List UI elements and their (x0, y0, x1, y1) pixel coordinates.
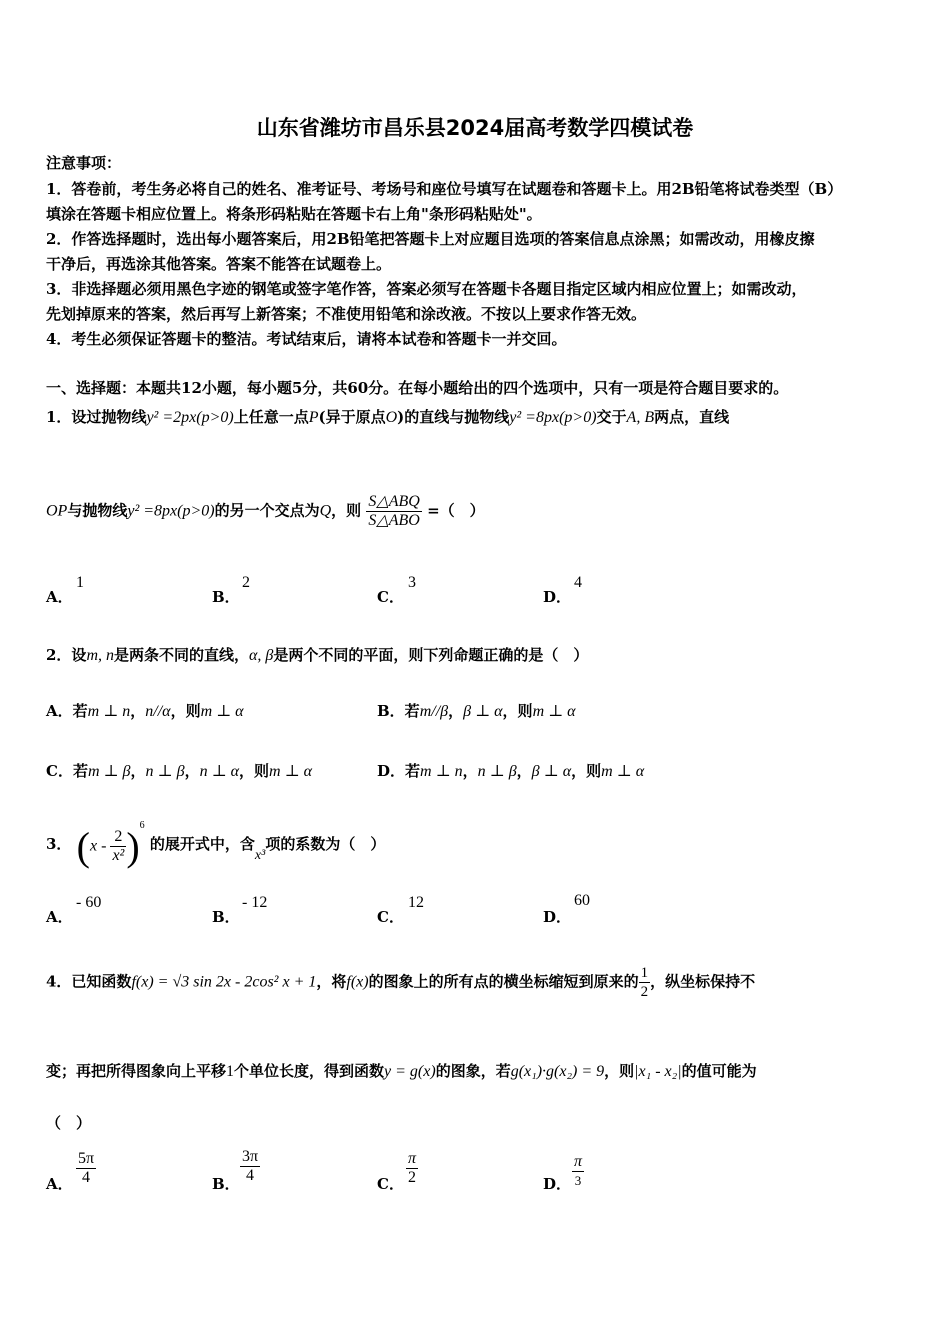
q1-option-c-value: 3 (408, 574, 416, 591)
q4-text: ，将 (316, 972, 347, 991)
notice-line: 1．答卷前，考生务必将自己的姓名、准考证号、考场号和座位号填写在试题卷和答题卡上。用2B铅笔将试卷类型（B） (46, 180, 843, 198)
q2-math: n//α (145, 703, 171, 720)
q3-exponent: 6 (139, 820, 145, 831)
q2-math: n ⊥ β (145, 763, 185, 780)
question-1-line-2 (46, 493, 485, 530)
q4-text: 的图象上的所有点的横坐标缩短到原来的 (368, 972, 639, 991)
q1-text: 与抛物线 (67, 501, 128, 520)
q4-text: 的值可能为 (681, 1062, 757, 1080)
q3-math: x - (90, 837, 107, 855)
q2-math: β ⊥ α (463, 703, 503, 720)
q1-text: 的另一个交点为 (214, 501, 320, 520)
q1-text: 交于 (596, 408, 627, 426)
q1-option-c-label: C． (377, 588, 404, 606)
q1-text: =（ ） (427, 501, 485, 520)
q4-option-a-label: A． (46, 1175, 73, 1193)
q3-frac-denominator: x² (112, 846, 125, 864)
q3-option-d-value: 60 (574, 892, 590, 909)
q3-option-d-label: D． (543, 908, 572, 926)
q4-math: f(x) = √3 sin 2x - 2cos² x + 1 (131, 973, 317, 991)
q1-text: 上任意一点 (233, 408, 309, 426)
q3-math: x³ (254, 847, 266, 863)
q3-expression: (x - $\frac{2}{\text{x²}}$ )$^6$ (76, 820, 145, 869)
q2-option-d-label: D．若 (377, 762, 421, 780)
q4-option-c-den: 2 (408, 1169, 416, 1186)
q2-text: ，则 (170, 702, 201, 720)
q4-option-d-num: π (574, 1153, 583, 1170)
q1-math: Q (319, 502, 332, 520)
q1-math: y² =8px(p>0) (509, 409, 597, 426)
q2-option-a-label: A．若 (46, 702, 88, 720)
q2-math: n ⊥ α (199, 763, 240, 780)
q4-option-c-fraction (406, 1150, 418, 1187)
q3-text: 的展开式中，含 (149, 834, 255, 853)
q3-option-c-label: C． (377, 908, 404, 926)
notice-line: 填涂在答题卡相应位置上。将条形码粘贴在答题卡右上角"条形码粘贴处"。 (46, 205, 542, 223)
q2-math: n ⊥ β (477, 763, 517, 780)
q3-option-b-label: B． (212, 908, 240, 926)
question-4-line-1 (46, 964, 755, 1001)
q4-math: f(x) (346, 973, 369, 991)
q4-math: g(x₁)·g(x₂) = 9 (510, 1063, 605, 1080)
q4-option-c-value (406, 1150, 418, 1187)
q4-text: ，则 (604, 1062, 635, 1080)
q1-math: P (308, 409, 319, 426)
q1-math: O (385, 409, 398, 426)
question-1-line-1 (46, 406, 729, 427)
q2-math: m ⊥ α (601, 763, 645, 780)
q2-option-a: A．若m ⊥ n，n//α，则m ⊥ α (46, 702, 244, 720)
q4-half-numerator: 1 (640, 965, 649, 981)
question-2-stem (46, 644, 588, 665)
q1-option-a-label: A． (46, 588, 73, 606)
q2-math: m ⊥ α (269, 763, 313, 780)
notice-heading: 注意事项： (46, 154, 122, 172)
q3-frac-numerator: 2 (110, 828, 126, 847)
notice-line: 先划掉原来的答案，然后再写上新答案；不准使用铅笔和涂改液。不按以上要求作答无效。 (46, 305, 647, 323)
q1-option-b-value: 2 (242, 574, 250, 591)
q4-option-b-den: 4 (246, 1167, 255, 1184)
q2-text: 是两条不同的直线， (114, 646, 250, 664)
q3-text: 3． (46, 834, 72, 853)
q4-text: 变；再把所得图象向上平移 (46, 1062, 227, 1080)
q2-text: ，则 (502, 702, 533, 720)
q2-option-c-label: C．若 (46, 762, 88, 780)
q3-option-b-value: - 12 (242, 894, 268, 911)
q2-option-b-label: B．若 (377, 702, 420, 720)
q1-option-a-value: 1 (76, 574, 84, 591)
q2-text: 2．设 (46, 646, 87, 664)
q4-option-d-den: 3 (574, 1173, 582, 1188)
q2-option-c: C．若m ⊥ β，n ⊥ β，n ⊥ α，则m ⊥ α (46, 762, 313, 780)
q1-text: 两点，直线 (654, 408, 730, 426)
section-heading: 一、选择题：本题共12小题，每小题5分，共60分。在每小题给出的四个选项中，只有一项是符合题目要求的。 (46, 379, 789, 397)
q4-option-a-num: 5π (78, 1150, 95, 1167)
q4-option-d-label: D． (543, 1175, 572, 1193)
notice-line: 4．考生必须保证答题卡的整洁。考试结束后，请将本试卷和答题卡一并交回。 (46, 330, 567, 348)
q4-option-a-den: 4 (82, 1169, 91, 1186)
q1-math: y² =8px(p>0) (127, 502, 215, 520)
q2-text: ，则 (571, 762, 602, 780)
q4-option-b-fraction (240, 1148, 260, 1185)
q4-half-fraction (639, 964, 651, 1001)
q1-text: (异于原点 (318, 408, 386, 426)
question-3-stem (46, 820, 385, 870)
q2-math: β ⊥ α (531, 763, 572, 780)
q4-math: 1 (226, 1063, 235, 1080)
q2-math: m ⊥ n (87, 703, 131, 720)
q4-half-denominator: 2 (640, 984, 649, 1000)
question-4-line-2 (46, 1060, 757, 1081)
q1-area-ratio (366, 493, 421, 530)
q4-option-d-fraction (572, 1153, 584, 1190)
q4-option-a-fraction (76, 1150, 96, 1187)
q2-math: m//β (419, 703, 449, 720)
q4-math: y = g(x) (384, 1063, 436, 1080)
q1-math: y² =2px(p>0) (146, 409, 234, 426)
q4-option-d-value (572, 1153, 584, 1190)
q3-option-a-label: A． (46, 908, 73, 926)
q2-math: α, β (249, 647, 274, 664)
q2-text: ，则 (239, 762, 270, 780)
q2-text: 是两个不同的平面，则下列命题正确的是（ ） (273, 646, 589, 664)
q1-math: A, B (626, 409, 655, 426)
q1-option-d-value: 4 (574, 574, 582, 591)
q2-option-d: D．若m ⊥ n，n ⊥ β，β ⊥ α，则m ⊥ α (377, 762, 645, 780)
q1-ratio-denominator: S△ABO (368, 512, 420, 529)
q2-math: m ⊥ β (87, 763, 131, 780)
q1-option-d-label: D． (543, 588, 572, 606)
q1-math: OP (46, 502, 68, 520)
q3-fraction (110, 828, 126, 865)
q4-text: ，纵坐标保持不 (650, 972, 756, 991)
q1-text: 1．设过抛物线 (46, 408, 147, 426)
q4-text: 个单位长度，得到函数 (234, 1062, 385, 1080)
q1-text: ，则 (331, 501, 362, 520)
q4-math: |x₁ - x₂| (634, 1063, 682, 1080)
q4-option-a-value (76, 1150, 96, 1187)
q4-text: 4．已知函数 (46, 972, 132, 991)
q1-text: )的直线与抛物线 (397, 408, 510, 426)
q1-ratio-numerator: S△ABQ (368, 493, 420, 510)
q4-option-c-label: C． (377, 1175, 404, 1193)
q2-math: m ⊥ α (200, 703, 244, 720)
q3-option-a-value: - 60 (76, 894, 102, 911)
q4-option-c-num: π (408, 1150, 417, 1167)
q2-option-b: B．若m//β，β ⊥ α，则m ⊥ α (377, 702, 576, 720)
q4-option-b-num: 3π (242, 1148, 259, 1165)
q2-math: m ⊥ α (532, 703, 576, 720)
q2-math: m ⊥ n (420, 763, 463, 780)
q4-answer-paren: （ ） (46, 1114, 92, 1132)
q3-option-c-value: 12 (408, 894, 424, 911)
page-title: 山东省潍坊市昌乐县2024届高考数学四模试卷 (256, 116, 694, 140)
q1-option-b-label: B． (212, 588, 240, 606)
q4-option-b-label: B． (212, 1175, 240, 1193)
q2-math: m, n (86, 647, 114, 664)
q4-option-b-value (240, 1148, 260, 1185)
notice-line: 3．非选择题必须用黑色字迹的钢笔或签字笔作答，答案必须写在答题卡各题目指定区域内相应位置上；如需改动， (46, 280, 807, 298)
q3-text: 项的系数为（ ） (265, 834, 386, 853)
notice-line: 干净后，再选涂其他答案。答案不能答在试题卷上。 (46, 255, 392, 273)
notice-line: 2．作答选择题时，选出每小题答案后，用2B铅笔把答题卡上对应题目选项的答案信息点涂黑；如需改动，用橡皮擦 (46, 230, 815, 248)
q4-text: 的图象，若 (435, 1062, 511, 1080)
